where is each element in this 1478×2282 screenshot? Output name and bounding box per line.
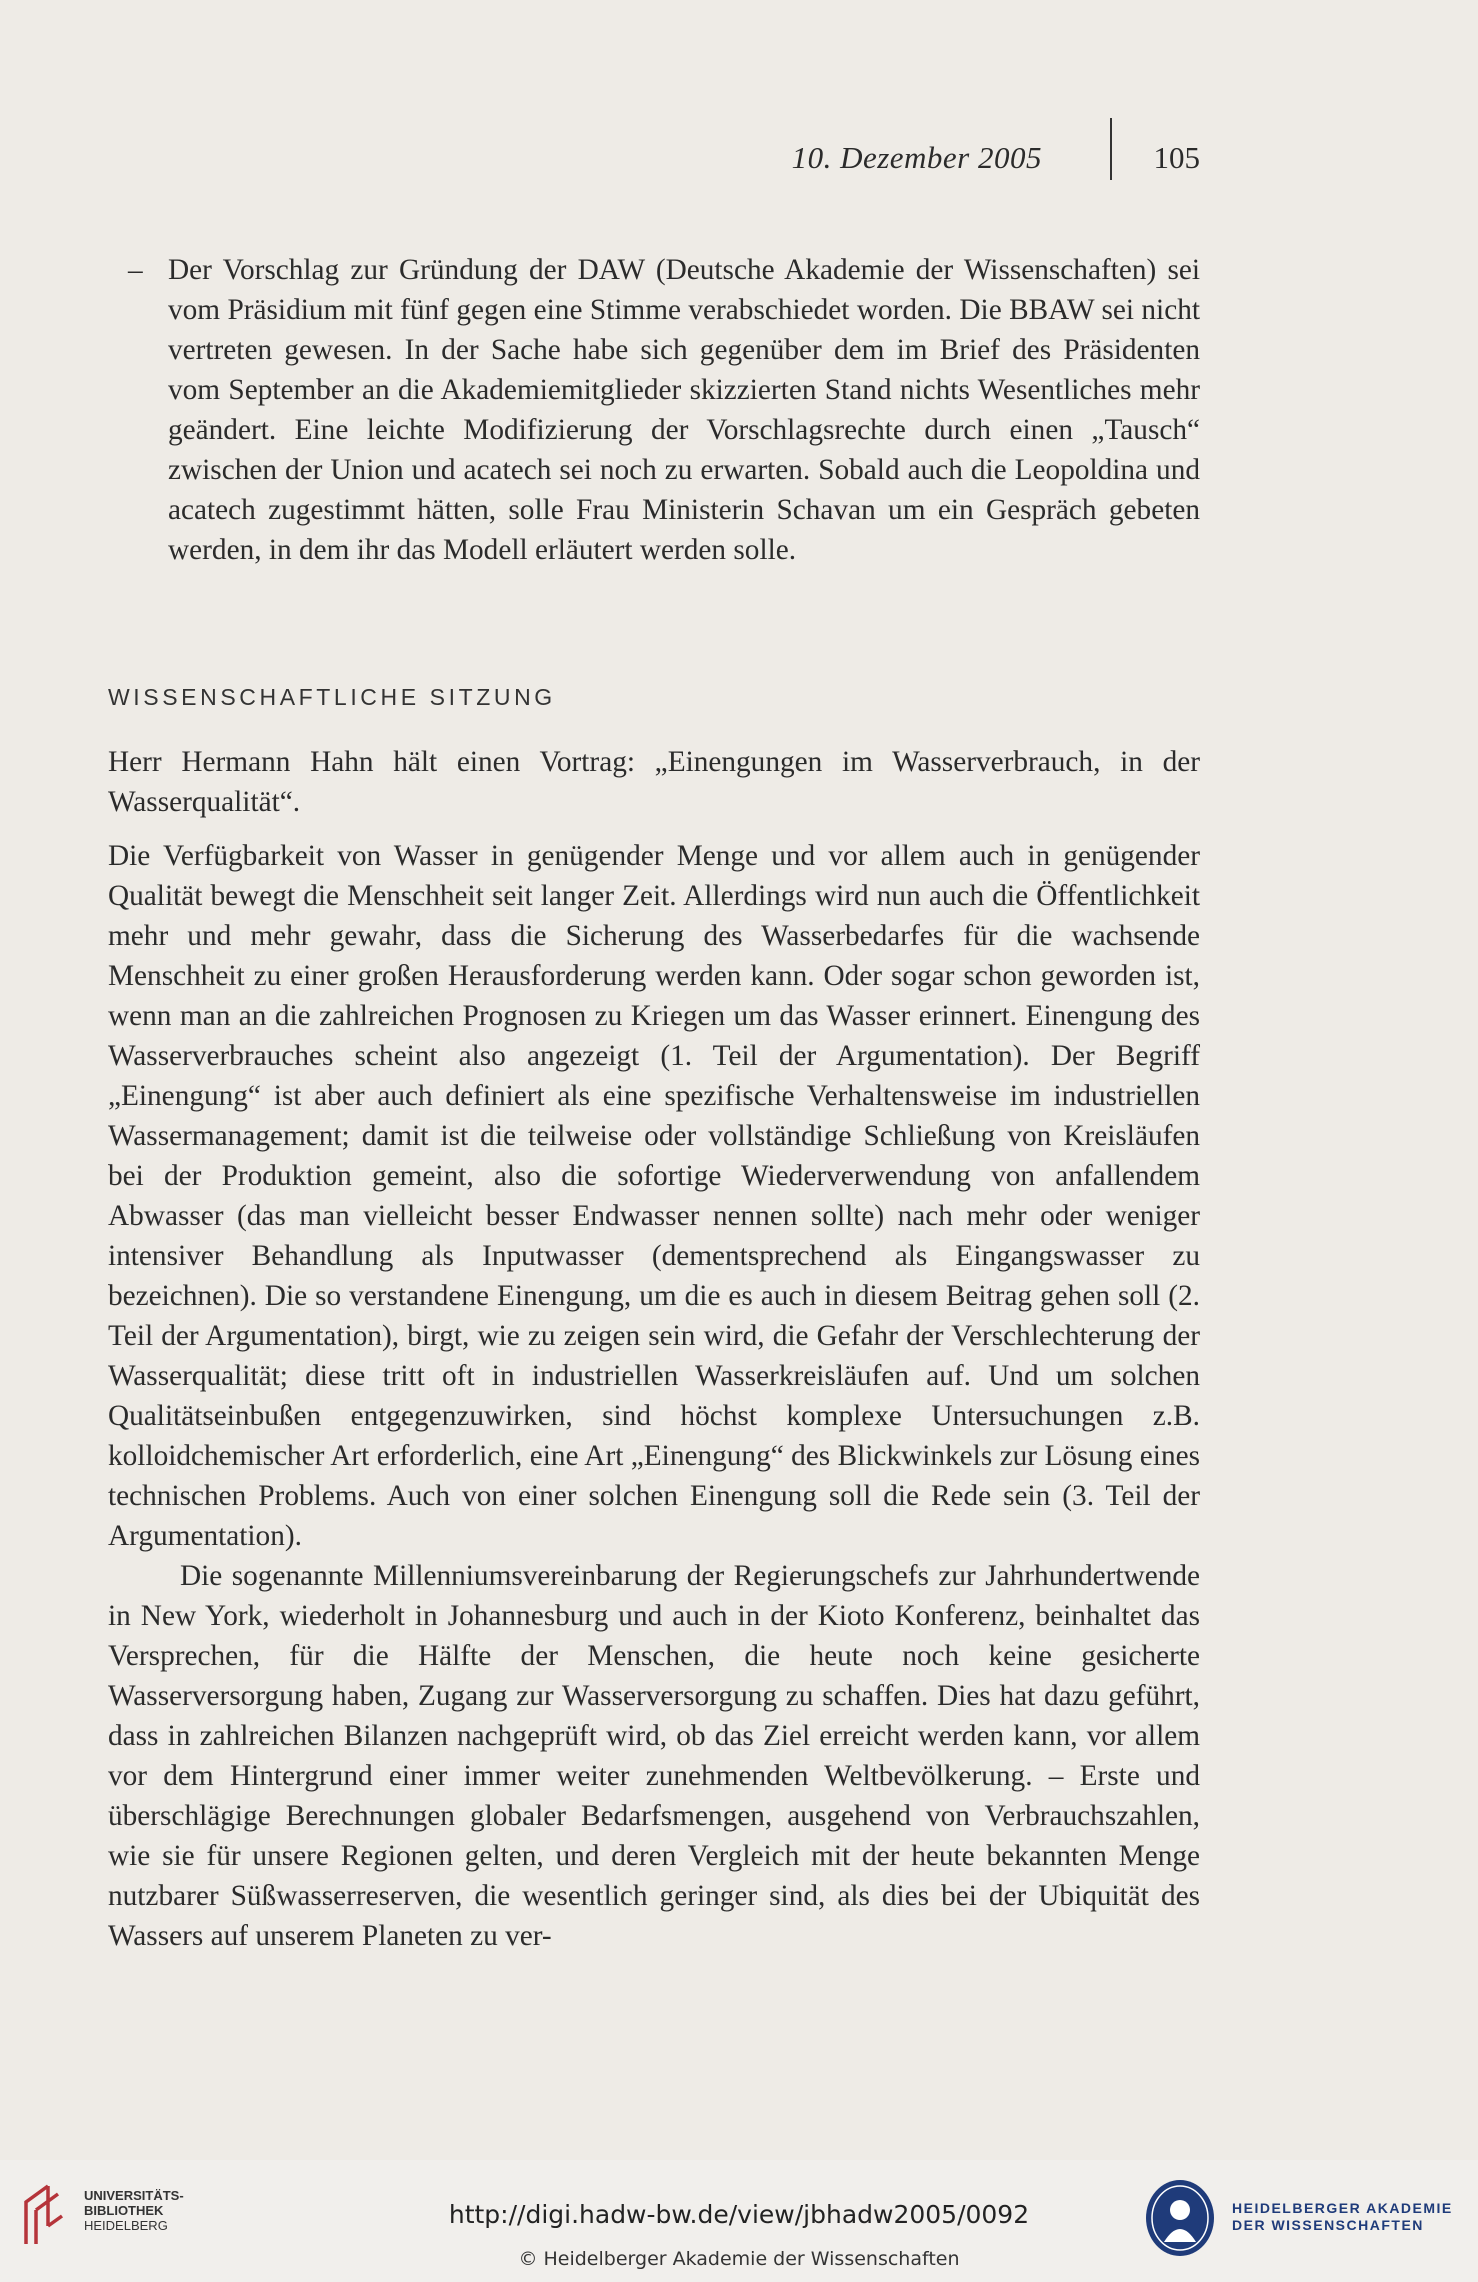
university-library-name: UNIVERSITÄTS- BIBLIOTHEK HEIDELBERG bbox=[84, 2188, 184, 2233]
list-item bbox=[128, 250, 1200, 570]
permalink-url[interactable]: http://digi.hadw-bw.de/view/jbhadw2005/0092 bbox=[448, 2200, 1030, 2229]
running-head-divider bbox=[1110, 118, 1112, 180]
section-heading: WISSENSCHAFTLICHE SITZUNG bbox=[108, 684, 556, 710]
paragraph-2: Die sogenannte Millenniumsvereinbarung der Regierungschefs zur Jahrhundertwende in New York, wiederholt in Johannesburg und auch in der Kioto Konferenz, beinhaltet das Versprechen, für die Hälfte der Menschen, die heute noch keine gesicherte Wasserversorgung haben, Zugang zur Wasserversorgung zu schaffen. Dies hat dazu geführt, dass in zahlreichen Bilanzen nachgeprüft wird, ob das Ziel erreicht werden kann, vor allem vor dem Hintergrund einer immer weiter zunehmenden Weltbevölkerung. – Erste und überschlägige Berechnungen globaler Bedarfsmengen, ausgehend von Verbrauchszahlen, wie sie für unsere Regionen gelten, und deren Vergleich mit der heute bekannten Menge nutzbarer Süßwasserreserven, die wesentlich geringer sind, als dies bei der Ubiquität des Wassers auf unserem Planeten zu ver- bbox=[108, 1560, 1200, 1952]
running-head bbox=[700, 140, 1200, 190]
footer-bar bbox=[0, 2160, 1478, 2282]
copyright-notice: © Heidelberger Akademie der Wissenschaften bbox=[518, 2248, 960, 2270]
page-number: 105 bbox=[1153, 140, 1200, 175]
academy-seal-icon bbox=[1142, 2176, 1218, 2260]
academy-name: HEIDELBERGER AKADEMIE DER WISSENSCHAFTEN bbox=[1232, 2200, 1453, 2233]
paragraph-1: Die Verfügbarkeit von Wasser in genügender Menge und vor allem auch in genügender Qualität bewegt die Menschheit seit langer Zeit. Allerdings wird nun auch die Öffentlichkeit mehr und mehr gewahr, dass die Sicherung des Wasserbedarfes für die wachsende Menschheit zu einer großen Herausforderung werden kann. Oder sogar schon geworden ist, wenn man an die zahlreichen Prognosen zu Kriegen um das Wasser erinnert. Einengung des Wasserverbrauches scheint also angezeigt (1. Teil der Argumentation). Der Begriff „Einengung“ ist aber auch definiert als eine spezifische Verhaltensweise im industriellen Wassermanagement; damit ist die teilweise oder vollständige Schließung von Kreisläufen bei der Produktion gemeint, also die sofortige Wiederverwendung von anfallendem Abwasser (das man vielleicht besser Endwasser nennen sollte) nach mehr oder weniger intensiver Behandlung als Inputwasser (dementsprechend als Eingangswasser zu bezeichnen). Die so verstandene Einengung, um die es auch in diesem Beitrag gehen soll (2. Teil der Argumentation), birgt, wie zu zeigen sein wird, die Gefahr der Verschlechterung der Wasserqualität; diese tritt oft in industriellen Wasserkreisläufen auf. Und um solchen Qualitätseinbußen entgegenzuwirken, sind höchst komplexe Untersuchungen z.B. kolloidchemischer Art erforderlich, eine Art „Einengung“ des Blickwinkels zur Lösung eines technischen Problems. Auch von einer solchen Einengung soll die Rede sein (3. Teil der Argumentation). bbox=[108, 840, 1200, 1552]
list-dash: – bbox=[128, 254, 143, 286]
list-item-text: Der Vorschlag zur Gründung der DAW (Deutsche Akademie der Wissenschaften) sei vom Präsidium mit fünf gegen eine Stimme verabschiedet worden. Die BBAW sei nicht vertreten gewesen. In der Sache habe sich gegenüber dem im Brief des Präsidenten vom September an die Akademiemitglieder skizzierten Stand nichts Wesentliches mehr geändert. Eine leichte Modifizierung der Vorschlagsrechte durch einen „Tausch“ zwischen der Union und acatech sei noch zu erwarten. Sobald auch die Leopoldina und acatech zugestimmt hätten, solle Frau Ministerin Schavan um ein Gespräch gebeten werden, in dem ihr das Modell erläutert werden solle. bbox=[168, 254, 1200, 566]
body-text bbox=[108, 742, 1200, 1956]
running-head-date: 10. Dezember 2005 bbox=[791, 140, 1042, 175]
lead-paragraph: Herr Hermann Hahn hält einen Vortrag: „Einengungen im Wasserverbrauch, in der Wasserqualität“. bbox=[108, 746, 1200, 818]
